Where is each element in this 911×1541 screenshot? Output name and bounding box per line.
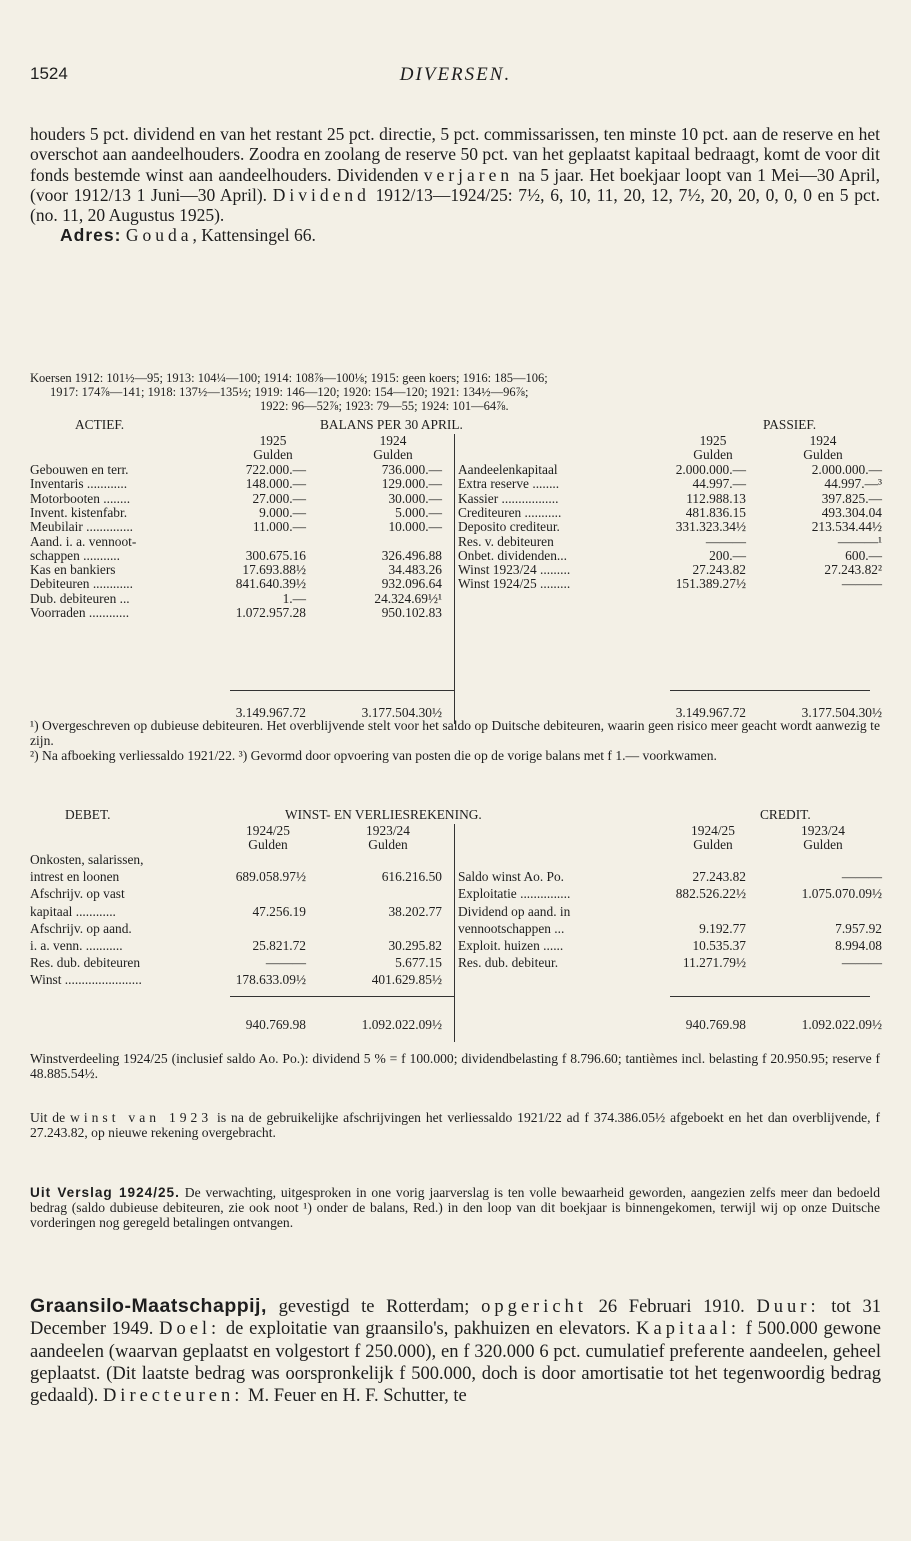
row-label: Winst 1924/25 ......... — [458, 576, 571, 592]
company-name: Graansilo-Maatschappij, — [30, 1295, 267, 1317]
winstverdeeling: Winstverdeeling 1924/25 (inclusief saldo Ao. Po.): dividend 5 % = f 100.000; dividendbelasting f 8.796.60; tantièmes incl. belasting f 20.950.95; reserve f 48.885.54½. — [30, 1051, 880, 1081]
value-cell: 148.000.— — [245, 476, 306, 492]
value-cell: 213.534.44½ — [811, 519, 882, 535]
row-label: Exploit. huizen ...... — [458, 938, 564, 953]
value-cell: 27.243.82 — [692, 562, 746, 578]
value-cell: 882.526.22½ — [675, 886, 746, 902]
value-cell: 689.058.97½ — [235, 869, 306, 885]
row-label: Debiteuren ............ — [30, 576, 134, 592]
value-cell: 5.000.— — [395, 504, 442, 520]
value-cell: 44.997.— — [692, 476, 746, 492]
value-cell: 17.693.88½ — [242, 562, 306, 578]
value-cell: ———¹ — [837, 533, 882, 549]
value-cell: 841.640.39½ — [235, 576, 306, 592]
value-cell: 30.000.— — [388, 490, 442, 506]
value-cell: 25.821.72 — [252, 938, 306, 953]
value-cell: 7.957.92 — [835, 920, 882, 936]
row-label: Extra reserve ........ — [458, 476, 560, 492]
running-title: DIVERSEN. — [399, 64, 512, 85]
value-cell: 151.389.27½ — [675, 576, 746, 592]
value-cell: 10.535.37 — [692, 938, 746, 953]
table-row — [30, 606, 880, 620]
row-label: Exploitatie ............... — [458, 886, 571, 902]
value-cell: 1.075.070.09½ — [801, 886, 882, 902]
winst-totals: 940.769.98 1.092.022.09½ 940.769.98 1.092.022.09½ — [245, 1017, 882, 1032]
table-row — [30, 520, 880, 534]
value-cell: ——— — [705, 533, 746, 549]
value-cell: 616.216.50 — [381, 869, 442, 885]
row-label: vennootschappen ... — [458, 920, 565, 936]
table-row — [30, 905, 880, 919]
value-cell: 27.000.— — [252, 490, 306, 506]
value-cell: 2.000.000.— — [811, 462, 882, 477]
adres-place: Gouda — [125, 225, 193, 246]
table-row — [30, 506, 880, 520]
table-row — [30, 577, 880, 591]
value-cell: 736.000.— — [381, 462, 442, 477]
value-cell: 600.— — [845, 547, 882, 563]
credit-title: CREDIT. — [760, 807, 811, 822]
actief-title: ACTIEF. — [75, 417, 125, 432]
row-label: Winst ....................... — [30, 972, 142, 988]
value-cell: 5.677.15 — [395, 955, 442, 971]
row-label: Onkosten, salarissen, — [30, 852, 144, 867]
verslag: Uit Verslag 1924/25. De verwachting, uitgesproken in one vorig jaarverslag is ten volle bewaarheid geworden, aangezien zelfs meer dan bedoeld bedrag (saldo dubieuse debiteuren, zie ook noot ¹) onder de balans, Red.) in den loop van dit boekjaar is binnengekomen, terwijl wij op onze Duitsche vorderingen nog geregeld betalingen ontvangen. — [30, 1185, 880, 1230]
row-label: i. a. venn. ........... — [30, 938, 123, 953]
verslag-label: Uit Verslag 1924/25. — [30, 1185, 180, 1200]
value-cell: 722.000.— — [245, 462, 306, 477]
koersen-block: Koersen 1912: 101½—95; 1913: 104¼—100; 1914: 108⅞—100⅛; 1915: geen koers; 1916: 185—106; 1917: 174⅞—141; 1918: 137½—135½; 1919: 146—120; 1920: 154—120; 1921: 134½—96⅞; 1922: 96—52⅞; 1923: 79—55; 1924: 101—64⅞. — [30, 371, 548, 413]
row-label: Motorbooten ........ — [30, 490, 131, 506]
value-cell: 326.496.88 — [381, 547, 442, 563]
row-label: Aand. i. a. vennoot- — [30, 533, 137, 549]
table-row — [30, 853, 880, 867]
value-cell: 9.000.— — [259, 504, 306, 520]
table-row — [30, 563, 880, 577]
value-cell: 481.836.15 — [685, 504, 746, 520]
value-cell: 44.997.—³ — [824, 476, 882, 492]
row-label: kapitaal ............ — [30, 903, 116, 919]
value-cell: 38.202.77 — [388, 903, 442, 919]
value-cell: 331.323.34½ — [675, 519, 746, 535]
row-label: Inventaris ............ — [30, 476, 128, 492]
table-row — [30, 973, 880, 987]
table-row — [30, 870, 880, 884]
row-label: Voorraden ............ — [30, 605, 130, 620]
winst-title: WINST- EN VERLIESREKENING. — [285, 807, 482, 822]
value-cell: 950.102.83 — [381, 605, 442, 620]
value-cell: ——— — [841, 576, 882, 592]
page-header — [30, 64, 881, 88]
value-cell: 401.629.85½ — [371, 972, 442, 988]
table-row — [30, 549, 880, 563]
row-label: Res. dub. debiteur. — [458, 955, 559, 971]
intro-paragraph: houders 5 pct. dividend en van het restant 25 pct. directie, 5 pct. commissarissen, ten minste 10 pct. aan de reserve en het overschot aan aandeelhouders. Zoodra en zoolang de reserve 50 pct. van het geplaatst kapitaal bedraagt, komt de voor dit fonds bestemde winst aan aandeelhouders. Dividenden verjaren na 5 jaar. Het boekjaar loopt van 1 Mei—30 April, (voor 1912/13 1 Juni—30 April). Dividend 1912/13—1924/25: 7½, 6, 10, 11, 20, 12, 7½, 20, 20, 0, 0, 0 en 5 pct. (no. 11, 20 Augustus 1925). Adres: Gouda, Kattensingel 66. — [30, 124, 880, 246]
value-cell: 932.096.64 — [381, 576, 442, 592]
row-label: Afschrijv. op aand. — [30, 920, 132, 936]
table-row — [30, 535, 880, 549]
row-label: Crediteuren ........... — [458, 504, 562, 520]
row-label: Res. v. debiteuren — [458, 533, 554, 549]
value-cell: 300.675.16 — [245, 547, 306, 563]
row-label: Kassier ................. — [458, 490, 559, 506]
table-row — [30, 592, 880, 606]
table-row — [30, 463, 880, 477]
balans-title: BALANS PER 30 APRIL. — [320, 417, 463, 432]
value-cell: 8.994.08 — [835, 938, 882, 953]
adres-label: Adres: — [60, 225, 122, 246]
table-row — [30, 887, 880, 901]
value-cell: 34.483.26 — [388, 562, 442, 578]
table-row — [30, 922, 880, 936]
row-label: Kas en bankiers — [30, 562, 116, 578]
value-cell: 493.304.04 — [821, 504, 882, 520]
row-label: Saldo winst Ao. Po. — [458, 869, 565, 885]
value-cell: 11.000.— — [252, 519, 306, 535]
row-label: intrest en loonen — [30, 869, 120, 885]
page-number: 1524 — [30, 64, 68, 83]
row-label: Afschrijv. op vast — [30, 886, 125, 902]
table-row — [30, 956, 880, 970]
value-cell: 47.256.19 — [252, 903, 306, 919]
debet-title: DEBET. — [65, 807, 111, 822]
adres-line: Adres: Gouda, Kattensingel 66. — [60, 225, 316, 246]
value-cell: ——— — [841, 955, 882, 971]
row-label: Invent. kistenfabr. — [30, 504, 128, 520]
row-label: Deposito crediteur. — [458, 519, 560, 535]
value-cell: 27.243.82² — [824, 562, 882, 578]
value-cell: 397.825.— — [821, 490, 882, 506]
value-cell: 24.324.69½¹ — [374, 590, 442, 606]
passief-title: PASSIEF. — [763, 417, 817, 432]
row-label: Gebouwen en terr. — [30, 462, 129, 477]
balans-table: ACTIEF. BALANS PER 30 APRIL. PASSIEF. 1925 1924 1925 1924 Gulden Gulden Gulden Gulden Gebouwen en terr. 722.000.— 736.000.— Aandeelenkapitaal 2.000.000.— 2.000.000.— Inventaris ............ 148.000.— 129.000.— Extra reserve ........ 44.997.— 44.997.—³ Motorbooten ........ 27.000.— 30.000.— Kassier ................. 112.988.13 397.825.— Invent. kistenfabr. 9.000.— 5.000.— Crediteuren ........... 481.836.15 493.304.04 Meubilair .............. 11.000.— 10.000.— Deposito crediteur. 331.323.34½ 213.534.44½ Aand. i. a. vennoot- Res. v. debiteuren ——— ———¹ schappen ........... 300.675.16 326.496.88 Onbet. dividenden... 200.— 600.— Kas en bankiers 17.693.88½ 34.483.26 Winst 1923/24 ......... 27.243.82 27.243.82² Debiteuren ............ 841.640.39½ 932.096.64 Winst 1924/25 ......... 151.389.27½ ——— Dub. debiteuren ... 1.— 24.324.69½¹ Voorraden ............ 1.072.957.28 950.102.83 3.149.967.72 3.177.504.30½ 3.149.967.72 3.177.504.30½ — [30, 418, 880, 463]
row-label: Winst 1923/24 ......... — [458, 562, 571, 578]
table-row — [30, 939, 880, 953]
value-cell: ——— — [841, 869, 882, 885]
value-cell: 2.000.000.— — [675, 462, 746, 477]
row-label: Dub. debiteuren ... — [30, 590, 130, 606]
balans-totals: 3.149.967.72 3.177.504.30½ 3.149.967.72 3.177.504.30½ — [235, 705, 882, 720]
verjaren-word: verjaren — [423, 164, 514, 185]
graansilo-entry: Graansilo-Maatschappij, gevestigd te Rotterdam; opgericht 26 Februari 1910. Duur: tot 31 December 1949. Doel: de exploitatie van graansilo's, pakhuizen en elevators. Kapitaal: f 500.000 gewone aandeelen (waarvan geplaatst en volgestort f 250.000), en f 320.000 6 pct. cumulatief preferente aandeelen, geheel geplaatst. (Dit laatste bedrag was oorspronkelijk f 500.000, doch is door amortisatie tot het tegenwoordig bedrag gedaald). Directeuren: M. Feuer en H. F. Schutter, te — [30, 1295, 881, 1407]
table-row — [30, 492, 880, 506]
row-label: Aandeelenkapitaal — [458, 462, 558, 477]
value-cell: 27.243.82 — [692, 869, 746, 885]
value-cell: ——— — [265, 955, 306, 971]
row-label: Res. dub. debiteuren — [30, 955, 141, 971]
value-cell: 1.072.957.28 — [235, 605, 306, 620]
uit-de-winst: Uit de winst van 1923 is na de gebruikelijke afschrijvingen het verliessaldo 1921/22 ad f 374.386.05½ afgeboekt en het dan overblijvende, f 27.243.82, op nieuwe rekening overgebracht. — [30, 1110, 880, 1140]
value-cell: 10.000.— — [388, 519, 442, 535]
value-cell: 112.988.13 — [686, 490, 746, 506]
row-label: schappen ........... — [30, 547, 120, 563]
winst-table: DEBET. WINST- EN VERLIESREKENING. CREDIT. 1924/25 1923/24 1924/25 1923/24 Gulden Gulden Gulden Gulden Onkosten, salarissen, intrest en loonen 689.058.97½ 616.216.50 Saldo winst Ao. Po. 27.243.82 ——— Afschrijv. op vast Exploitatie ............... 882.526.22½ 1.075.070.09½ kapitaal ............ 47.256.19 38.202.77 Dividend op aand. in Afschrijv. op aand. vennootschappen ... 9.192.77 7.957.92 i. a. venn. ........... 25.821.72 30.295.82 Exploit. huizen ...... 10.535.37 8.994.08 Res. dub. debiteuren ——— 5.677.15 Res. dub. debiteur. 11.271.79½ ——— Winst ....................... 178.633.09½ 401.629.85½ 940.769.98 1.092.022.09½ 940.769.98 1.092.022.09½ — [30, 808, 880, 853]
value-cell: 178.633.09½ — [235, 972, 306, 988]
value-cell: 1.— — [282, 590, 306, 606]
value-cell: 11.271.79½ — [682, 955, 746, 971]
row-label: Dividend op aand. in — [458, 903, 571, 919]
balans-footnotes: ¹) Overgeschreven op dubieuse debiteuren. Het overblijvende stelt voor het saldo op Duitsche debiteuren, waarin geen risico meer geacht wordt aanwezig te zijn. ²) Na afboeking verliessaldo 1921/22. ³) Gevormd door opvoering van posten die op de vorige balans met f 1.— voorkwamen. — [30, 718, 880, 763]
value-cell: 9.192.77 — [699, 920, 746, 936]
row-label: Meubilair .............. — [30, 519, 134, 535]
value-cell: 129.000.— — [381, 476, 442, 492]
value-cell: 30.295.82 — [388, 938, 442, 953]
table-row — [30, 477, 880, 491]
row-label: Onbet. dividenden... — [458, 547, 567, 563]
value-cell: 200.— — [709, 547, 746, 563]
dividend-label: Dividend — [272, 184, 370, 205]
